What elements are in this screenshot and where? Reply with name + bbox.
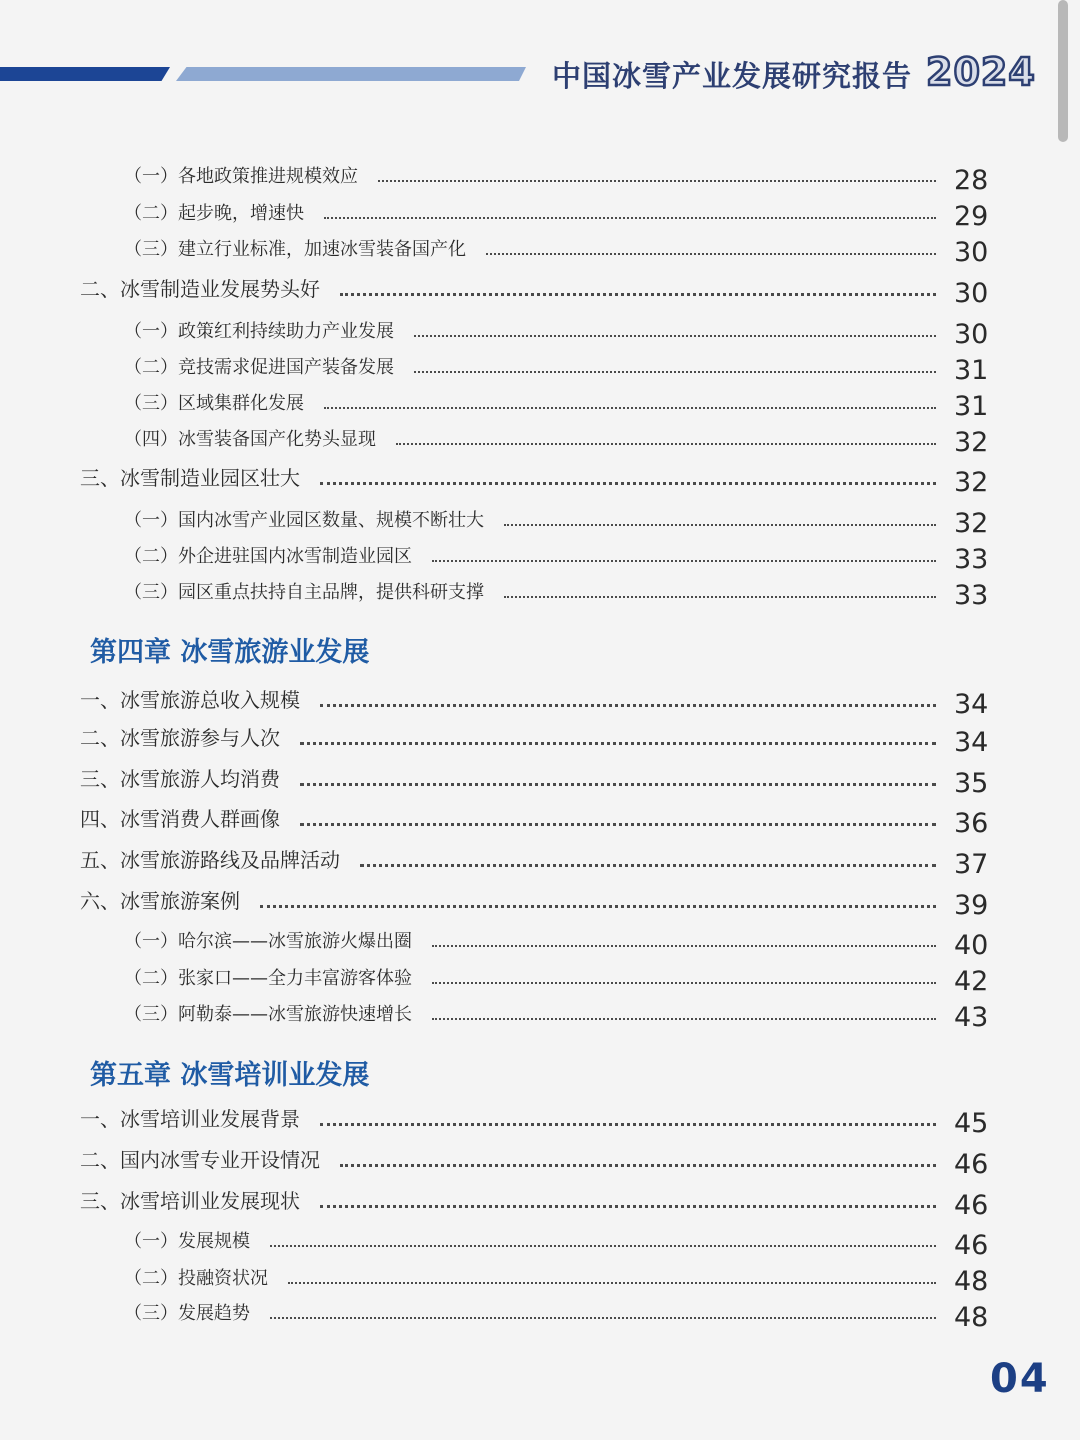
toc-item[interactable] bbox=[124, 313, 940, 347]
toc-leader-dots bbox=[378, 180, 936, 182]
toc-item-page: 31 bbox=[954, 355, 989, 386]
toc-item[interactable] bbox=[124, 996, 940, 1030]
toc-section-label: 二、冰雪旅游参与人次 bbox=[80, 726, 280, 750]
toc-leader-dots bbox=[300, 783, 936, 786]
toc-leader-dots bbox=[432, 982, 936, 984]
toc-section[interactable] bbox=[80, 461, 940, 495]
toc-section-label: 三、冰雪旅游人均消费 bbox=[80, 767, 280, 791]
toc-section[interactable] bbox=[80, 884, 940, 918]
toc-section-page: 30 bbox=[954, 278, 989, 309]
toc-item-label: （一）国内冰雪产业园区数量、规模不断壮大 bbox=[124, 510, 484, 531]
toc-item-label: （三）园区重点扶持自主品牌，提供科研支撑 bbox=[124, 582, 484, 603]
toc-item-label: （一）各地政策推进规模效应 bbox=[124, 166, 358, 187]
toc-section-label: 五、冰雪旅游路线及品牌活动 bbox=[80, 848, 340, 872]
toc-item-page: 48 bbox=[954, 1266, 989, 1297]
toc-leader-dots bbox=[260, 905, 936, 908]
toc-item[interactable] bbox=[124, 502, 940, 536]
toc-item-label: （三）阿勒泰——冰雪旅游快速增长 bbox=[124, 1004, 412, 1025]
toc-item-label: （一）政策红利持续助力产业发展 bbox=[124, 321, 394, 342]
toc-item-label: （二）竞技需求促进国产装备发展 bbox=[124, 357, 394, 378]
toc-section-label: 二、冰雪制造业发展势头好 bbox=[80, 277, 320, 301]
page-number: 04 bbox=[990, 1356, 1050, 1402]
toc-item-page: 33 bbox=[954, 580, 989, 611]
toc-item-page: 29 bbox=[954, 201, 989, 232]
toc-leader-dots bbox=[414, 371, 936, 373]
toc-item-label: （一）哈尔滨——冰雪旅游火爆出圈 bbox=[124, 931, 412, 952]
toc-item-page: 42 bbox=[954, 966, 989, 997]
toc-section-page: 34 bbox=[954, 689, 989, 720]
toc-item[interactable] bbox=[124, 574, 940, 608]
toc-section-page: 39 bbox=[954, 890, 989, 921]
toc-item-page: 40 bbox=[954, 930, 989, 961]
toc-leader-dots bbox=[432, 945, 936, 947]
toc-item[interactable] bbox=[124, 195, 940, 229]
toc-section-page: 35 bbox=[954, 768, 989, 799]
toc-item-page: 48 bbox=[954, 1302, 989, 1333]
toc-leader-dots bbox=[396, 443, 936, 445]
toc-leader-dots bbox=[504, 596, 936, 598]
toc-item-page: 31 bbox=[954, 391, 989, 422]
toc-section-page: 34 bbox=[954, 727, 989, 758]
toc-section[interactable] bbox=[80, 272, 940, 306]
toc-section[interactable] bbox=[80, 1102, 940, 1136]
toc-item[interactable] bbox=[124, 385, 940, 419]
toc-leader-dots bbox=[504, 524, 936, 526]
toc-item[interactable] bbox=[124, 231, 940, 265]
toc-item[interactable] bbox=[124, 923, 940, 957]
toc-section-page: 46 bbox=[954, 1190, 989, 1221]
toc-section[interactable] bbox=[80, 843, 940, 877]
toc-item-page: 30 bbox=[954, 319, 989, 350]
toc-item-label: （二）外企进驻国内冰雪制造业园区 bbox=[124, 546, 412, 567]
toc-leader-dots bbox=[324, 217, 936, 219]
toc-section-label: 三、冰雪培训业发展现状 bbox=[80, 1189, 300, 1213]
toc-section[interactable] bbox=[80, 1184, 940, 1218]
toc-section-page: 46 bbox=[954, 1149, 989, 1180]
toc-item-label: （二）起步晚，增速快 bbox=[124, 203, 304, 224]
toc-section[interactable] bbox=[80, 1143, 940, 1177]
toc-section-page: 36 bbox=[954, 808, 989, 839]
toc-section-label: 三、冰雪制造业园区壮大 bbox=[80, 466, 300, 490]
header-accent-bar-light bbox=[176, 67, 526, 81]
toc-leader-dots bbox=[324, 407, 936, 409]
toc-section[interactable] bbox=[80, 802, 940, 836]
toc-leader-dots bbox=[320, 482, 936, 485]
chapter-heading[interactable]: 第五章 冰雪培训业发展 bbox=[90, 1060, 370, 1091]
toc-item-label: （三）发展趋势 bbox=[124, 1303, 250, 1324]
toc-leader-dots bbox=[270, 1317, 936, 1319]
scrollbar[interactable] bbox=[1058, 0, 1068, 142]
toc-item[interactable] bbox=[124, 158, 940, 192]
toc-item-label: （三）建立行业标准，加速冰雪装备国产化 bbox=[124, 239, 466, 260]
report-year: 2024 bbox=[926, 50, 1036, 94]
toc-item-label: （三）区域集群化发展 bbox=[124, 393, 304, 414]
toc-item-page: 32 bbox=[954, 427, 989, 458]
toc-leader-dots bbox=[486, 253, 936, 255]
toc-leader-dots bbox=[432, 1018, 936, 1020]
toc-item-page: 43 bbox=[954, 1002, 989, 1033]
toc-section[interactable] bbox=[80, 683, 940, 717]
toc-item[interactable] bbox=[124, 960, 940, 994]
toc-leader-dots bbox=[320, 1205, 936, 1208]
toc-item-page: 28 bbox=[954, 165, 989, 196]
toc-section[interactable] bbox=[80, 721, 940, 755]
report-title: 中国冰雪产业发展研究报告 bbox=[552, 59, 913, 93]
toc-leader-dots bbox=[288, 1282, 936, 1284]
toc-leader-dots bbox=[270, 1245, 936, 1247]
toc-section-label: 六、冰雪旅游案例 bbox=[80, 889, 240, 913]
toc-section-label: 二、国内冰雪专业开设情况 bbox=[80, 1148, 320, 1172]
toc-section-label: 一、冰雪培训业发展背景 bbox=[80, 1107, 300, 1131]
toc-section-page: 32 bbox=[954, 467, 989, 498]
toc-section-page: 45 bbox=[954, 1108, 989, 1139]
toc-item-label: （二）投融资状况 bbox=[124, 1268, 268, 1289]
toc-leader-dots bbox=[340, 1164, 936, 1167]
toc-item-label: （一）发展规模 bbox=[124, 1231, 250, 1252]
toc-item[interactable] bbox=[124, 1295, 940, 1329]
toc-section[interactable] bbox=[80, 762, 940, 796]
toc-item[interactable] bbox=[124, 538, 940, 572]
toc-leader-dots bbox=[300, 742, 936, 745]
toc-item[interactable] bbox=[124, 1223, 940, 1257]
header-accent-bar-dark bbox=[0, 67, 170, 81]
toc-leader-dots bbox=[320, 1123, 936, 1126]
toc-section-page: 37 bbox=[954, 849, 989, 880]
toc-item-page: 30 bbox=[954, 237, 989, 268]
toc-leader-dots bbox=[340, 293, 936, 296]
toc-leader-dots bbox=[414, 335, 936, 337]
toc-item-page: 32 bbox=[954, 508, 989, 539]
toc-item[interactable] bbox=[124, 349, 940, 383]
toc-leader-dots bbox=[360, 864, 936, 867]
toc-leader-dots bbox=[432, 560, 936, 562]
toc-leader-dots bbox=[320, 704, 936, 707]
toc-leader-dots bbox=[300, 823, 936, 826]
toc-item-label: （二）张家口——全力丰富游客体验 bbox=[124, 968, 412, 989]
toc-item[interactable] bbox=[124, 1260, 940, 1294]
chapter-heading[interactable]: 第四章 冰雪旅游业发展 bbox=[90, 637, 370, 668]
toc-item-label: （四）冰雪装备国产化势头显现 bbox=[124, 429, 376, 450]
toc-item[interactable] bbox=[124, 421, 940, 455]
toc-item-page: 33 bbox=[954, 544, 989, 575]
toc-section-label: 一、冰雪旅游总收入规模 bbox=[80, 688, 300, 712]
toc-section-label: 四、冰雪消费人群画像 bbox=[80, 807, 280, 831]
toc-item-page: 46 bbox=[954, 1230, 989, 1261]
